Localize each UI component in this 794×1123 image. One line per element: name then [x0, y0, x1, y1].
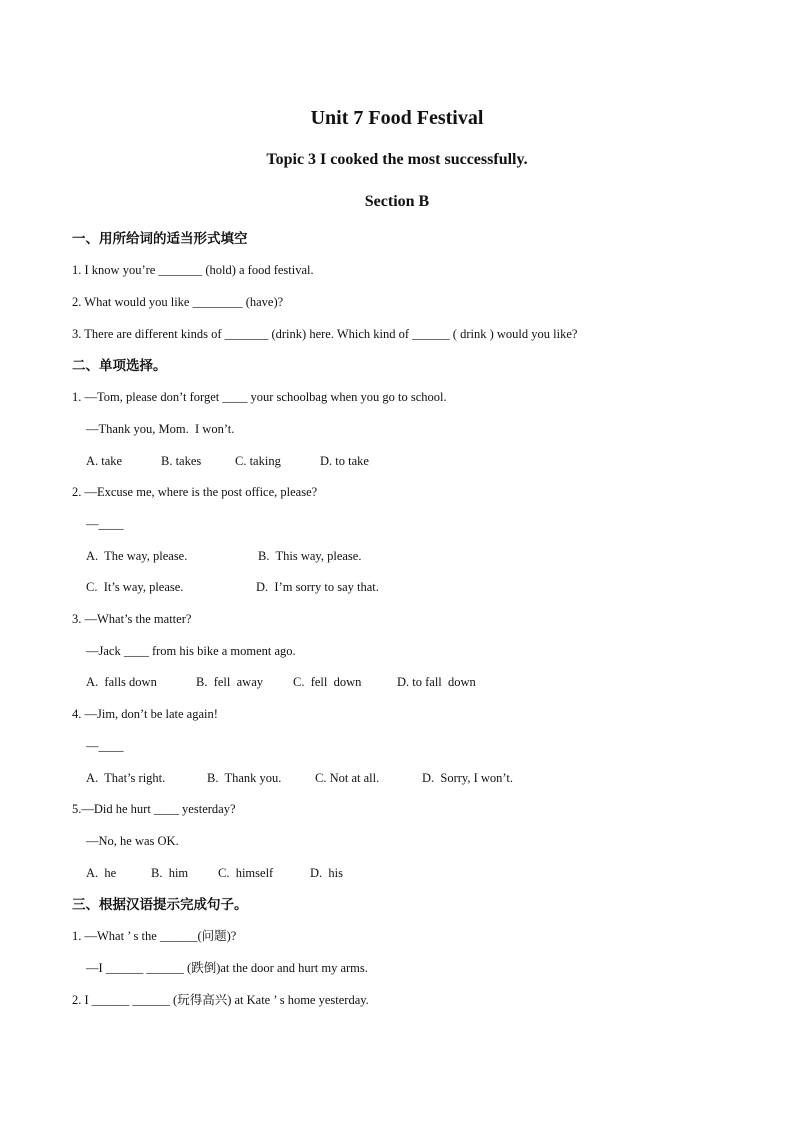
- part2-q2-option-d: D. I’m sorry to say that.: [256, 580, 379, 594]
- part2-q2-option-b: B. This way, please.: [258, 549, 362, 563]
- part3-question-2: 2. I ______ ______ (玩得高兴) at Kate ’ s home yesterday.: [72, 993, 369, 1007]
- part2-q1-option-b: B. takes: [161, 454, 202, 468]
- part2-q5-option-b: B. him: [151, 866, 189, 880]
- part2-q4-option-b: B. Thank you.: [207, 771, 282, 785]
- part2-heading: 二、单项选择。: [72, 358, 167, 374]
- part2-q3-option-a: A. falls down: [86, 675, 157, 689]
- part2-q2-stem: 2. —Excuse me, where is the post office, please?: [72, 485, 318, 499]
- part2-q1-stem: 1. —Tom, please don’t forget ____ your schoolbag when you go to school.: [72, 390, 447, 404]
- part2-q1-option-a: A. take: [86, 454, 123, 468]
- part2-q4-reply: —____: [86, 739, 124, 753]
- part1-question-1: 1. I know you’re _______ (hold) a food festival.: [72, 263, 314, 277]
- part1-question-2: 2. What would you like ________ (have)?: [72, 295, 284, 309]
- part1-heading: 一、用所给词的适当形式填空: [72, 231, 248, 247]
- part3-question-1: 1. —What ’ s the ______(问题)?: [72, 929, 237, 943]
- unit-title: Unit 7 Food Festival: [310, 107, 484, 129]
- part3-heading: 三、根据汉语提示完成句子。: [72, 897, 248, 913]
- part3-question-1-reply: —I ______ ______ (跌倒)at the door and hurt my arms.: [86, 961, 368, 975]
- part2-q2-option-c: C. It’s way, please.: [86, 580, 184, 594]
- part2-q4-option-d: D. Sorry, I won’t.: [422, 771, 513, 785]
- topic-title: Topic 3 I cooked the most successfully.: [266, 151, 528, 168]
- part2-q3-option-c: C. fell down: [293, 675, 362, 689]
- part2-q5-option-d: D. his: [310, 866, 343, 880]
- part2-q5-stem: 5.—Did he hurt ____ yesterday?: [72, 802, 236, 816]
- part1-question-3: 3. There are different kinds of _______ (drink) here. Which kind of ______ ( drink ) would you like?: [72, 327, 578, 341]
- part2-q2-option-a: A. The way, please.: [86, 549, 188, 563]
- part2-q1-option-d: D. to take: [320, 454, 369, 468]
- part2-q3-option-d: D. to fall down: [397, 675, 476, 689]
- part2-q2-reply: —____: [86, 517, 124, 531]
- section-title: Section B: [364, 193, 430, 210]
- part2-q5-option-a: A. he: [86, 866, 117, 880]
- part2-q3-stem: 3. —What’s the matter?: [72, 612, 192, 626]
- part2-q3-option-b: B. fell away: [196, 675, 263, 689]
- part2-q3-reply: —Jack ____ from his bike a moment ago.: [86, 644, 296, 658]
- part2-q1-reply: —Thank you, Mom. I won’t.: [86, 422, 235, 436]
- part2-q5-reply: —No, he was OK.: [86, 834, 179, 848]
- part2-q1-option-c: C. taking: [235, 454, 281, 468]
- part2-q5-option-c: C. himself: [218, 866, 274, 880]
- part2-q4-option-a: A. That’s right.: [86, 771, 166, 785]
- part2-q4-stem: 4. —Jim, don’t be late again!: [72, 707, 218, 721]
- part2-q4-option-c: C. Not at all.: [315, 771, 380, 785]
